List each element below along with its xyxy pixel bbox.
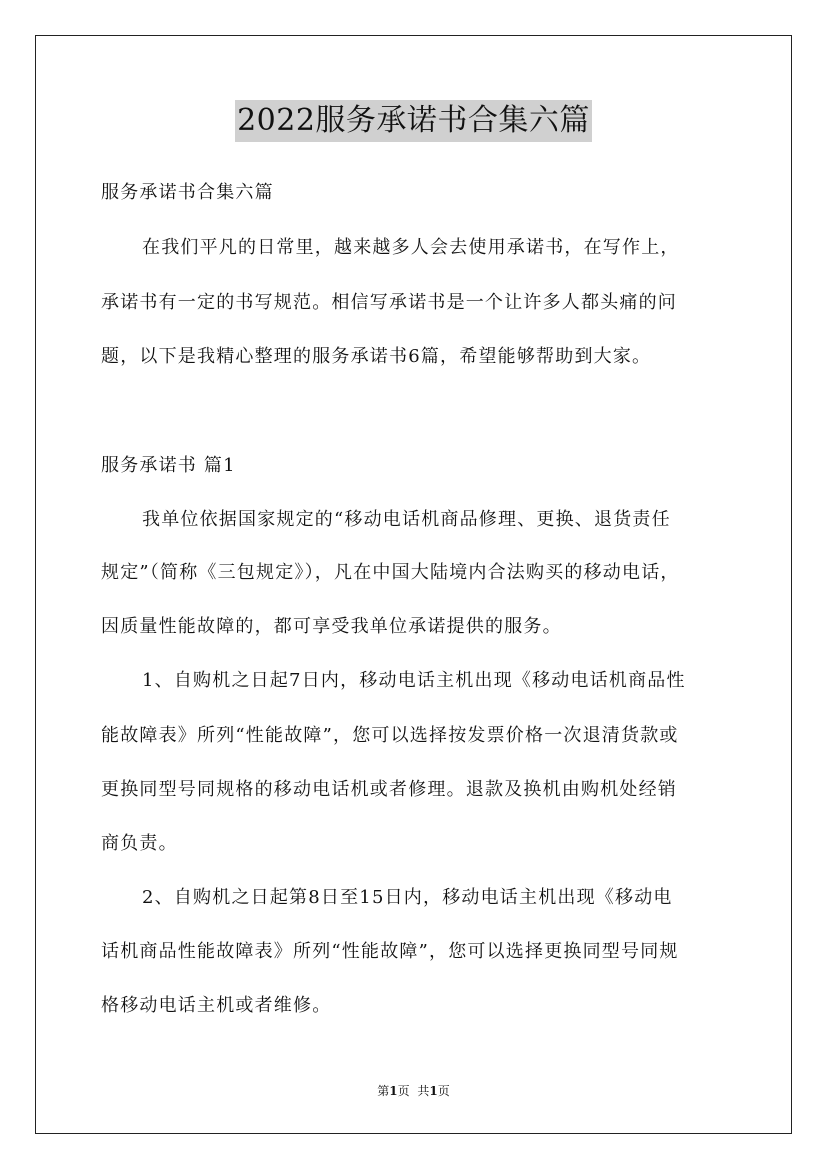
section-heading: 服务承诺书 篇1 xyxy=(101,455,236,476)
footer-page-number: 1 xyxy=(389,1084,398,1098)
para3-line-2: 话机商品性能故障表》所列“性能故障”，您可以选择更换同型号同规 xyxy=(101,941,679,962)
document-subtitle: 服务承诺书合集六篇 xyxy=(101,182,274,203)
footer-page-suffix: 页 xyxy=(397,1084,410,1098)
title-container xyxy=(0,100,827,142)
para2-line-1: 1、自购机之日起7日内，移动电话主机出现《移动电话机商品性 xyxy=(142,670,686,691)
footer-total-prefix: 共 xyxy=(417,1084,430,1098)
document-title: 2022服务承诺书合集六篇 xyxy=(235,100,592,142)
intro-line-1: 在我们平凡的日常里，越来越多人会去使用承诺书，在写作上， xyxy=(142,237,680,258)
para1-line-2: 规定”（简称《三包规定》），凡在中国大陆境内合法购买的移动电话， xyxy=(101,562,680,583)
para3-line-3: 格移动电话主机或者维修。 xyxy=(101,995,332,1016)
para2-line-4: 商负责。 xyxy=(101,833,178,854)
para3-line-1: 2、自购机之日起第8日至15日内，移动电话主机出现《移动电 xyxy=(142,887,673,908)
footer-total-number: 1 xyxy=(429,1084,438,1098)
para1-line-1: 我单位依据国家规定的“移动电话机商品修理、更换、退货责任 xyxy=(142,509,671,530)
para2-line-2: 能故障表》所列“性能故障”，您可以选择按发票价格一次退清货款或 xyxy=(101,725,679,746)
footer-total-suffix: 页 xyxy=(437,1084,450,1098)
intro-line-3: 题，以下是我精心整理的服务承诺书6篇，希望能够帮助到大家。 xyxy=(101,346,652,367)
para1-line-3: 因质量性能故障的，都可享受我单位承诺提供的服务。 xyxy=(101,616,562,637)
para2-line-3: 更换同型号同规格的移动电话机或者修理。退款及换机由购机处经销 xyxy=(101,779,677,800)
footer-page-prefix: 第 xyxy=(377,1084,390,1098)
intro-line-2: 承诺书有一定的书写规范。相信写承诺书是一个让许多人都头痛的问 xyxy=(101,292,677,313)
page-footer xyxy=(0,1083,827,1099)
